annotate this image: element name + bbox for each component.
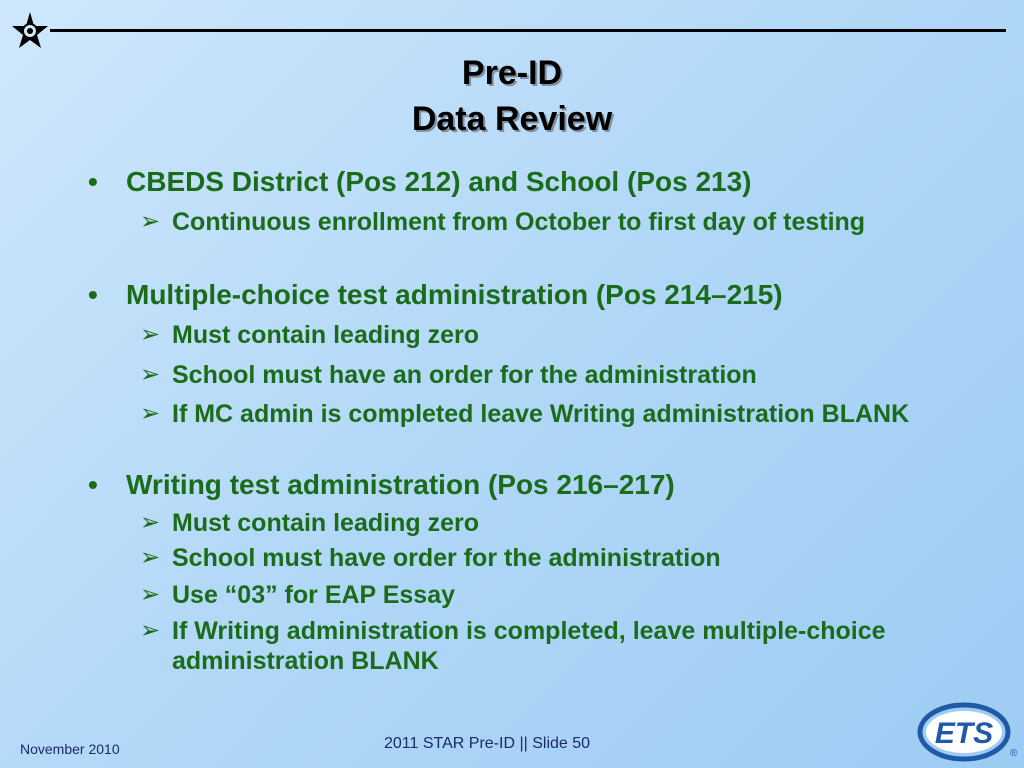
bullet-text: Multiple-choice test administration (Pos 214–215) [126, 279, 783, 310]
bullet-text: Must contain leading zero [172, 321, 479, 349]
arrow-bullet-icon: ➢ [140, 617, 161, 644]
arrow-bullet-icon: ➢ [140, 544, 161, 571]
arrow-bullet-icon: ➢ [140, 361, 161, 388]
bullet-dot-icon: • [88, 469, 98, 500]
title-line-2: Data Review [411, 100, 613, 138]
bullet-text: School must have an order for the administration [172, 361, 757, 389]
bullet-dot-icon: • [88, 279, 98, 310]
footer-date: November 2010 [20, 741, 120, 757]
bullet-text: Writing test administration (Pos 216–217) [126, 469, 675, 500]
arrow-bullet-icon: ➢ [140, 208, 161, 235]
bullet-dot-icon: • [88, 166, 98, 197]
arrow-bullet-icon: ➢ [140, 400, 161, 427]
bullet-text: If MC admin is completed leave Writing administration BLANK [172, 400, 910, 428]
registered-mark: ® [1010, 748, 1018, 759]
bullet-text: CBEDS District (Pos 212) and School (Pos 213) [126, 166, 752, 197]
ets-logo [916, 698, 1018, 762]
bullet-text: School must have order for the administration [172, 544, 721, 572]
logo-text: ETS [934, 717, 994, 750]
arrow-bullet-icon: ➢ [140, 581, 161, 608]
bullet-text: Use “03” for EAP Essay [172, 581, 456, 609]
arrow-bullet-icon: ➢ [140, 509, 161, 536]
footer-slide-info: 2011 STAR Pre-ID || Slide 50 [384, 735, 591, 752]
bullet-text: Must contain leading zero [172, 509, 479, 537]
bullet-text: Continuous enrollment from October to first day of testing [172, 208, 866, 236]
title-line-1: Pre-ID [461, 54, 563, 92]
bullet-text: If Writing administration is completed, leave multiple-choice administration BLANK [172, 617, 886, 675]
arrow-bullet-icon: ➢ [140, 321, 161, 348]
